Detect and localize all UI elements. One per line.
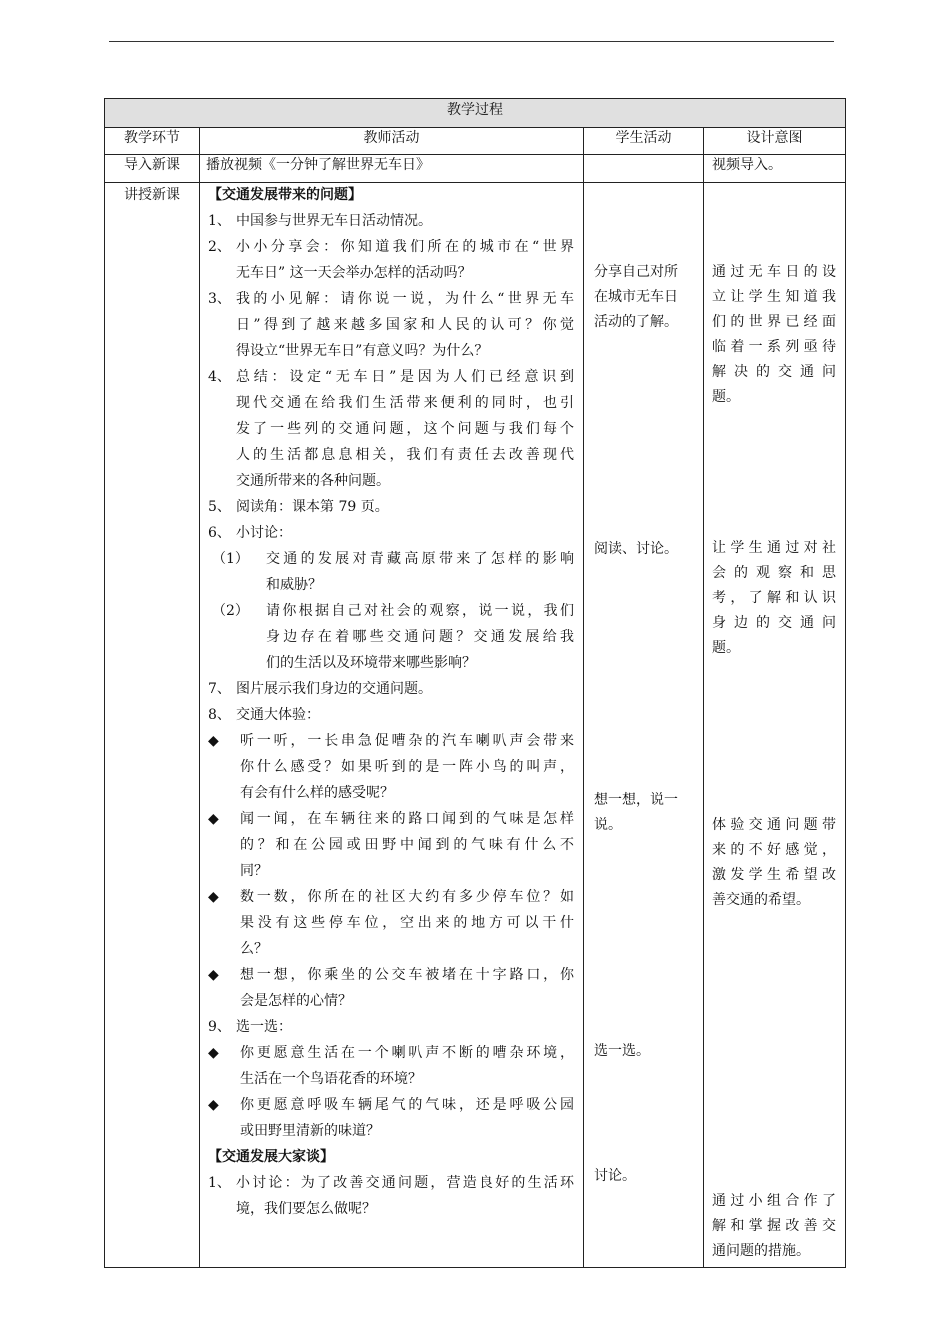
intro-stage: 导入新课 bbox=[105, 155, 200, 183]
design-intent-line: 来的不好感觉， bbox=[712, 842, 836, 858]
item-number: 7、 bbox=[208, 681, 231, 697]
item-number: 1、 bbox=[208, 1175, 231, 1191]
design-intent-line: 通问题的措施。 bbox=[712, 1243, 810, 1259]
bullet-text-continued: 你什么感受？如果听到的是一阵小鸟的叫声， bbox=[240, 759, 574, 775]
item-text: 阅读角：课本第 79 页。 bbox=[236, 499, 389, 515]
intro-design: 视频导入。 bbox=[704, 155, 846, 183]
design-intent-line: 立让学生知道我 bbox=[712, 289, 836, 305]
item-text-continued: 发了一些列的交通问题，这个问题与我们每个 bbox=[236, 421, 574, 437]
item-text: 小讨论： bbox=[236, 525, 292, 541]
subitem-text-continued: 们的生活以及环境带来哪些影响？ bbox=[266, 655, 476, 671]
design-intent-line: 解和掌握改善交 bbox=[712, 1218, 836, 1234]
design-intent-line: 解决的交通问 bbox=[712, 364, 836, 380]
subitem-text-continued: 身边存在着哪些交通问题？交通发展给我 bbox=[266, 629, 574, 645]
section-heading: 【交通发展大家谈】 bbox=[208, 1149, 334, 1165]
design-intent-line: 通过小组合作了 bbox=[712, 1193, 836, 1209]
main-design-cell bbox=[704, 183, 846, 1268]
student-activity-line: 在城市无车日 bbox=[594, 289, 678, 305]
intro-row bbox=[105, 155, 846, 183]
header-rule bbox=[109, 41, 834, 42]
main-teacher-cell bbox=[200, 183, 584, 1268]
bullet-diamond-icon: ◆ bbox=[208, 1097, 219, 1113]
bullet-text-continued: 会是怎样的心情？ bbox=[240, 993, 352, 1009]
student-activity-line: 讨论。 bbox=[594, 1168, 636, 1184]
design-intent-line: 身边的交通问 bbox=[712, 615, 836, 631]
col-header-design: 设计意图 bbox=[704, 128, 846, 155]
item-text-continued: 交通所带来的各种问题。 bbox=[236, 473, 390, 489]
teaching-process-table bbox=[104, 98, 846, 1268]
student-activity-line: 活动的了解。 bbox=[594, 314, 678, 330]
bullet-text: 听一听，一长串急促嘈杂的汽车喇叭声会带来 bbox=[240, 733, 574, 749]
intro-student bbox=[584, 155, 704, 183]
student-activity-line: 分享自己对所 bbox=[594, 264, 678, 280]
item-text: 小讨论：为了改善交通问题，营造良好的生活环 bbox=[236, 1175, 574, 1191]
item-number: 8、 bbox=[208, 707, 231, 723]
bullet-text-continued: 有会有什么样的感受呢？ bbox=[240, 785, 394, 801]
subitem-text-continued: 和威胁？ bbox=[266, 577, 322, 593]
bullet-text: 你更愿意生活在一个喇叭声不断的嘈杂环境， bbox=[240, 1045, 574, 1061]
bullet-text-continued: 的？和在公园或田野中闻到的气味有什么不 bbox=[240, 837, 574, 853]
bullet-text-continued: 生活在一个鸟语花香的环境？ bbox=[240, 1071, 422, 1087]
design-intent-line: 体验交通问题带 bbox=[712, 817, 836, 833]
item-number: 4、 bbox=[208, 369, 231, 385]
item-text: 交通大体验： bbox=[236, 707, 320, 723]
bullet-diamond-icon: ◆ bbox=[208, 733, 219, 749]
student-activity-line: 想一想，说一 bbox=[594, 792, 678, 808]
design-intent-line: 善交通的希望。 bbox=[712, 892, 810, 908]
bullet-text: 数一数，你所在的社区大约有多少停车位？如 bbox=[240, 889, 574, 905]
design-intent-line: 让学生通过对社 bbox=[712, 540, 836, 556]
bullet-text-continued: 么？ bbox=[240, 941, 268, 957]
design-intent-line: 会的观察和思 bbox=[712, 565, 836, 581]
col-header-teacher: 教师活动 bbox=[200, 128, 584, 155]
bullet-text: 你更愿意呼吸车辆尾气的气味，还是呼吸公园 bbox=[240, 1097, 574, 1113]
design-intent-line: 题。 bbox=[712, 640, 740, 656]
design-intent-line: 通过无车日的设 bbox=[712, 264, 836, 280]
intro-teacher: 播放视频《一分钟了解世界无车日》 bbox=[200, 155, 584, 183]
design-intent-line: 考，了解和认识 bbox=[712, 590, 836, 606]
design-intent-line: 题。 bbox=[712, 389, 740, 405]
subitem-number: （2） bbox=[212, 603, 249, 619]
student-activity-line: 说。 bbox=[594, 817, 622, 833]
item-text-continued: 境，我们要怎么做呢？ bbox=[236, 1201, 376, 1217]
item-number: 1、 bbox=[208, 213, 231, 229]
design-intent-line: 临着一系列亟待 bbox=[712, 339, 836, 355]
item-number: 5、 bbox=[208, 499, 231, 515]
bullet-diamond-icon: ◆ bbox=[208, 889, 219, 905]
subitem-text: 交通的发展对青藏高原带来了怎样的影响 bbox=[266, 551, 574, 567]
subitem-text: 请你根据自己对社会的观察，说一说，我们 bbox=[266, 603, 574, 619]
item-text: 总结：设定“无车日”是因为人们已经意识到 bbox=[236, 369, 574, 385]
item-text-continued: 日”得到了越来越多国家和人民的认可？你觉 bbox=[236, 317, 574, 333]
design-intent-line: 们的世界已经面 bbox=[712, 314, 836, 330]
item-text: 选一选： bbox=[236, 1019, 292, 1035]
student-activity-line: 阅读、讨论。 bbox=[594, 541, 678, 557]
item-text: 中国参与世界无车日活动情况。 bbox=[236, 213, 432, 229]
bullet-diamond-icon: ◆ bbox=[208, 1045, 219, 1061]
col-header-student: 学生活动 bbox=[584, 128, 704, 155]
item-number: 2、 bbox=[208, 239, 231, 255]
item-text-continued: 人的生活都息息相关，我们有责任去改善现代 bbox=[236, 447, 574, 463]
student-activity-line: 选一选。 bbox=[594, 1043, 650, 1059]
item-number: 3、 bbox=[208, 291, 231, 307]
design-intent-line: 激发学生希望改 bbox=[712, 867, 836, 883]
bullet-diamond-icon: ◆ bbox=[208, 967, 219, 983]
item-text-continued: 无车日” 这一天会举办怎样的活动吗？ bbox=[236, 265, 472, 281]
section-heading: 【交通发展带来的问题】 bbox=[208, 187, 362, 203]
item-text: 我的小见解：请你说一说，为什么“世界无车 bbox=[236, 291, 574, 307]
bullet-text: 闻一闻，在车辆往来的路口闻到的气味是怎样 bbox=[240, 811, 574, 827]
item-text-continued: 得设立“世界无车日”有意义吗？为什么？ bbox=[236, 343, 489, 359]
item-number: 9、 bbox=[208, 1019, 231, 1035]
bullet-diamond-icon: ◆ bbox=[208, 811, 219, 827]
bullet-text: 想一想，你乘坐的公交车被堵在十字路口，你 bbox=[240, 967, 574, 983]
bullet-text-continued: 同？ bbox=[240, 863, 268, 879]
main-student-cell bbox=[584, 183, 704, 1268]
item-text: 小小分享会：你知道我们所在的城市在“世界 bbox=[236, 239, 574, 255]
item-text: 图片展示我们身边的交通问题。 bbox=[236, 681, 432, 697]
bullet-text-continued: 或田野里清新的味道？ bbox=[240, 1123, 380, 1139]
main-stage: 讲授新课 bbox=[105, 183, 200, 1268]
main-row bbox=[105, 183, 846, 1268]
header-row bbox=[105, 128, 846, 155]
item-text-continued: 现代交通在给我们生活带来便利的同时，也引 bbox=[236, 395, 574, 411]
col-header-stage: 教学环节 bbox=[105, 128, 200, 155]
item-number: 6、 bbox=[208, 525, 231, 541]
bullet-text-continued: 果没有这些停车位，空出来的地方可以干什 bbox=[240, 915, 574, 931]
subitem-number: （1） bbox=[212, 551, 249, 567]
table-title: 教学过程 bbox=[105, 99, 846, 128]
